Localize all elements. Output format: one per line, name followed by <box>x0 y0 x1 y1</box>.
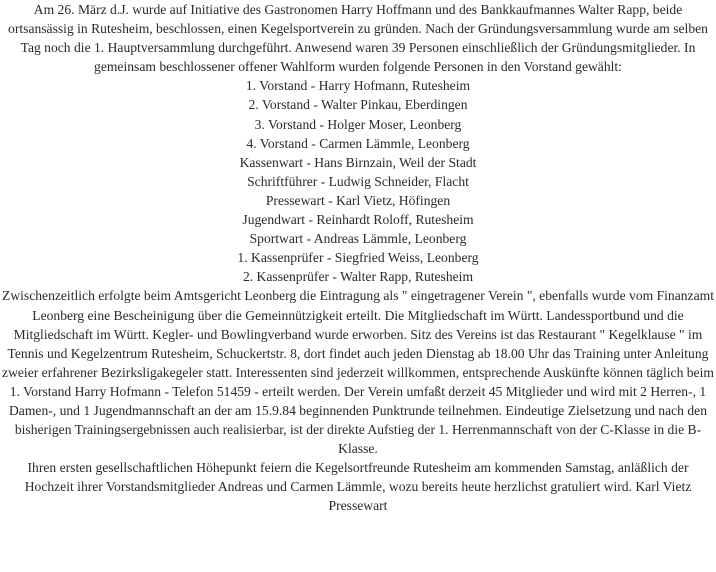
board-member: 3. Vorstand - Holger Moser, Leonberg <box>254 116 462 132</box>
board-member: Jugendwart - Reinhardt Roloff, Rutesheim <box>242 212 474 228</box>
intro-paragraph: Am 26. März d.J. wurde auf Initiative des Gastronomen Harry Hoffmann und des Bankkaufmannes Walter Rapp, beide ortsansässig in Rutesheim, beschlossen, einen Kegelsportverein zu gründen. Nach der Gründungsversammlung wurde am selben Tag noch die 1. Hauptversammlung durchgeführt. Anwesend waren 39 Personen einschließlich der Gründungsmitglieder. In gemeinsam beschlossener offener Wahlform wurden folgende Personen in den Vorstand gewählt: <box>8 2 708 75</box>
board-member: Schriftführer - Ludwig Schneider, Flacht <box>247 173 469 189</box>
closing-paragraph: Ihren ersten gesellschaftlichen Höhepunkt feiern die Kegelsortfreunde Rutesheim am kommenden Samstag, anläßlich der Hochzeit ihrer Vorstandsmitglieder Andreas und Carmen Lämmle, wozu bereits heute herzlichst gratuliert wird. Karl Vietz Pressewart <box>24 460 692 514</box>
board-member: 1. Kassenprüfer - Siegfried Weiss, Leonberg <box>237 250 479 266</box>
board-member: Pressewart - Karl Vietz, Höfingen <box>265 192 451 208</box>
board-list <box>2 76 714 286</box>
board-member: Sportwart - Andreas Lämmle, Leonberg <box>249 231 467 247</box>
article <box>2 0 714 516</box>
board-member: 4. Vorstand - Carmen Lämmle, Leonberg <box>246 135 470 151</box>
body-paragraph: Zwischenzeitlich erfolgte beim Amtsgericht Leonberg die Eintragung als " eingetragener Verein ", ebenfalls wurde vom Finanzamt Leonberg eine Bescheinigung über die Gemeinnützigkeit erteilt. Die Mitgliedschaft im Württ. Landessportbund und die Mitgliedschaft im Württ. Kegler- und Bowlingverband wurde erworben. Sitz des Vereins ist das Restaurant " Kegelklause " im Tennis und Kegelzentrum Rutesheim, Schuckertstr. 8, dort findet auch jeden Dienstag ab 18.00 Uhr das Training unter Anleitung zweier erfahrener Bezirksligakegeler statt. Interessenten sind jederzeit willkommen, entsprechende Auskünfte können täglich beim 1. Vorstand Harry Hofmann - Telefon 51459 - erteilt werden. Der Verein umfaßt derzeit 45 Mitglieder und wird mit 2 Herren-, 1 Damen-, und 1 Jugendmannschaft an der am 15.9.84 beginnenden Punktrunde teilnehmen. Eindeutige Zielsetzung und nach den bisherigen Trainingsergebnissen auch realisierbar, ist der direkte Aufstieg der 1. Herrenmannschaft von der C-Klasse in die B-Klasse. <box>2 288 714 457</box>
board-member: Kassenwart - Hans Birnzain, Weil der Stadt <box>239 154 477 170</box>
board-member: 1. Vorstand - Harry Hofmann, Rutesheim <box>245 78 471 94</box>
board-member: 2. Kassenprüfer - Walter Rapp, Rutesheim <box>242 269 474 285</box>
board-member: 2. Vorstand - Walter Pinkau, Eberdingen <box>248 97 468 113</box>
